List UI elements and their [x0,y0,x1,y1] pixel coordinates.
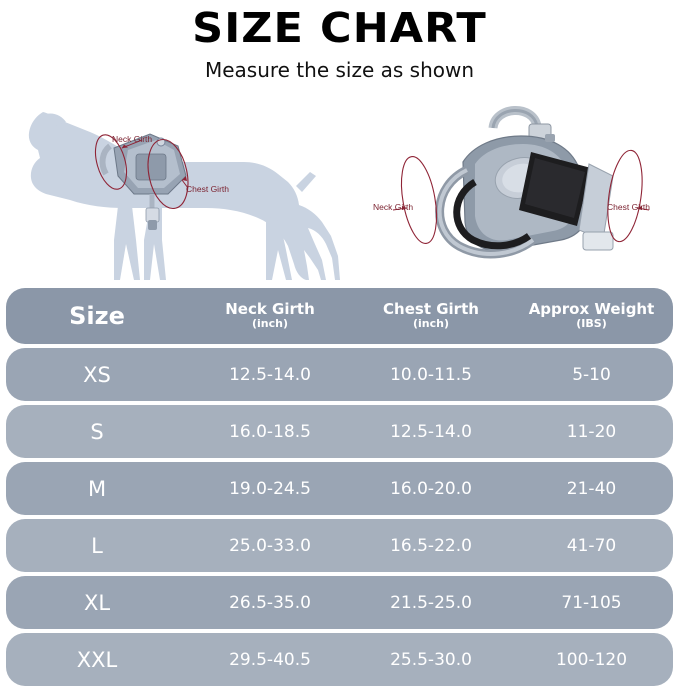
right-neck-girth-label: Neck Girth [373,201,414,212]
column-header-neck-girth [188,301,352,330]
column-header-approx-weight [510,301,673,330]
cell-size: XS [83,362,111,387]
column-header-neck-girth-unit: (inch) [251,317,288,331]
cell-chest-girth: 25.5-30.0 [390,649,472,670]
column-header-neck-girth-label: Neck Girth [225,300,315,319]
column-header-chest-girth-label: Chest Girth [383,300,479,319]
cell-size: XL [83,590,111,615]
left-chest-girth-label: Chest Girth [186,183,229,194]
table-row [6,519,673,572]
cell-approx-weight: 11-20 [566,421,617,442]
header [0,0,679,82]
dog-silhouette-illustration [10,90,350,290]
right-chest-girth-label: Chest Girth [607,201,650,212]
table-row [6,462,673,515]
cell-approx-weight: 5-10 [572,364,611,385]
column-header-approx-weight-unit: (IBS) [576,317,607,331]
dog-silhouette-icon [10,90,350,290]
cell-size: M [87,476,107,501]
cell-size: XXL [76,647,118,672]
size-table [6,288,673,686]
harness-product-icon [355,90,675,290]
cell-size: S [90,419,104,444]
cell-chest-girth: 10.0-11.5 [390,364,472,385]
table-row [6,348,673,401]
column-header-chest-girth [352,301,510,330]
table-row [6,576,673,629]
cell-approx-weight: 41-70 [566,535,617,556]
page-title: SIZE CHART [192,4,487,52]
cell-chest-girth: 16.5-22.0 [390,535,472,556]
cell-approx-weight: 100-120 [555,649,628,670]
page-subtitle: Measure the size as shown [204,57,475,82]
column-header-size-label: Size [69,301,125,330]
column-header-size [6,303,188,330]
cell-neck-girth: 25.0-33.0 [229,535,311,556]
cell-neck-girth: 29.5-40.5 [229,649,311,670]
illustrations [0,90,679,292]
cell-chest-girth: 16.0-20.0 [390,478,472,499]
table-header-row [6,288,673,344]
cell-neck-girth: 12.5-14.0 [229,364,311,385]
column-header-chest-girth-unit: (inch) [412,317,449,331]
harness-product-illustration [355,90,675,290]
table-row [6,405,673,458]
left-neck-girth-label: Neck Girth [112,133,153,144]
cell-neck-girth: 16.0-18.5 [229,421,311,442]
cell-approx-weight: 71-105 [561,592,622,613]
column-header-approx-weight-label: Approx Weight [528,300,655,319]
cell-approx-weight: 21-40 [566,478,617,499]
cell-chest-girth: 21.5-25.0 [390,592,472,613]
table-row [6,633,673,686]
cell-neck-girth: 26.5-35.0 [229,592,311,613]
cell-chest-girth: 12.5-14.0 [390,421,472,442]
cell-size: L [91,533,103,558]
cell-neck-girth: 19.0-24.5 [229,478,311,499]
